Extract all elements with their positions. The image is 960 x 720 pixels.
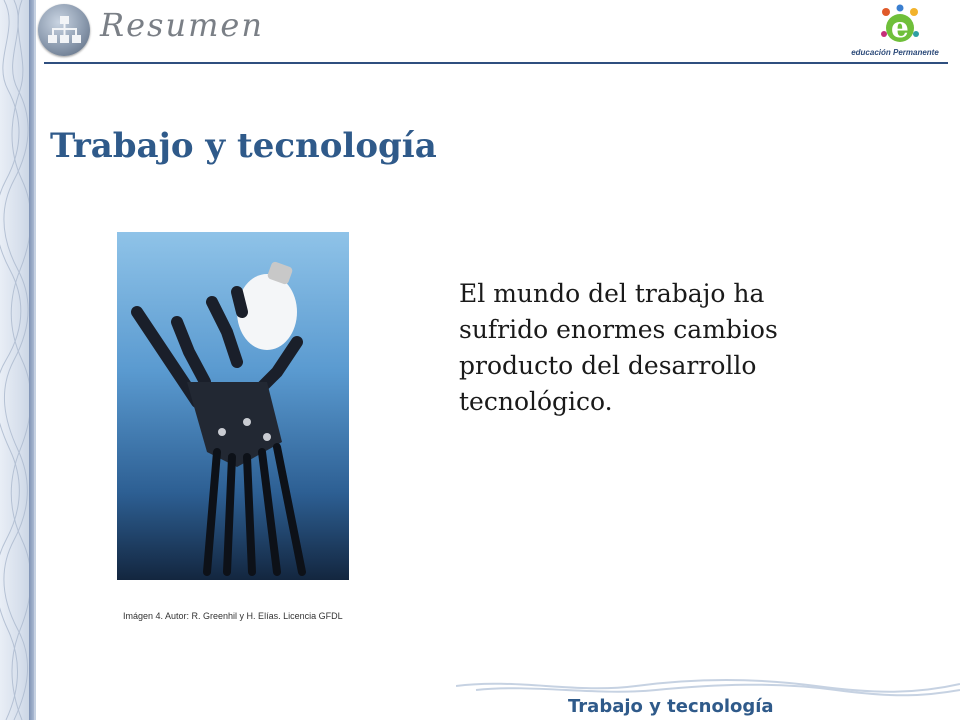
svg-text:e: e xyxy=(891,11,909,44)
header-title: Resumen xyxy=(100,6,264,44)
slide-body-text: El mundo del trabajo ha sufrido enormes cambios producto del desarrollo tecnológico. xyxy=(459,279,778,416)
footer-title: Trabajo y tecnología xyxy=(568,696,774,717)
left-decorative-rail xyxy=(0,0,36,720)
footer-wave-decoration xyxy=(456,676,960,698)
header-divider xyxy=(44,62,948,64)
slide-title: Trabajo y tecnología xyxy=(50,126,437,166)
brand-label: educación Permanente xyxy=(851,48,939,57)
image-caption: Imágen 4. Autor: R. Greenhil y H. Elías. Licencia GFDL xyxy=(123,611,343,621)
education-logo-icon xyxy=(842,4,948,60)
sitemap-icon xyxy=(38,4,90,56)
robotic-hand-lightbulb-photo xyxy=(117,232,349,580)
